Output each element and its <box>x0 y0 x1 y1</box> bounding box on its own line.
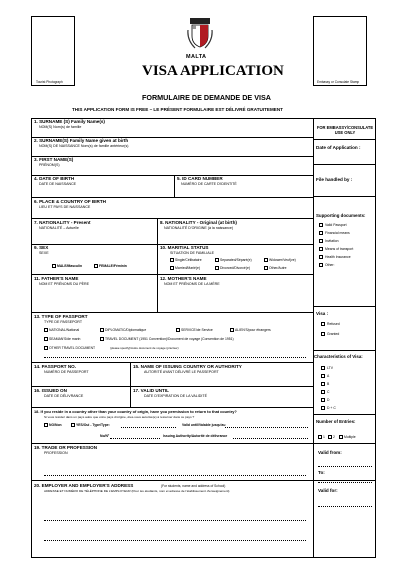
doc-financial-means-checkbox[interactable] <box>319 231 323 235</box>
field-12-sublabel: NOM ET PRÉNOMS DE LA MÈRE <box>164 282 220 286</box>
valid-from-line[interactable] <box>318 466 372 467</box>
field-6-sublabel: LIEU ET PAYS DE NAISSANCE <box>39 205 91 209</box>
marital-divorced-label: Divorced/Divorcé(e) <box>220 265 250 270</box>
passport-national-label: NATIONAL/National <box>49 327 80 332</box>
field-19-label: 19. TRADE OR PROFESSION <box>34 445 98 450</box>
malta-emblem-icon <box>187 18 213 50</box>
doc-invitation-label: Invitation <box>325 238 339 243</box>
field-5-sublabel: NUMÉRO DE CARTE D'IDENTITÉ <box>181 182 237 186</box>
field-17-label: 17. VALID UNTIL <box>133 388 169 393</box>
field-15-sublabel: AUTORITÉ AYANT DÉLIVRÉ LE PASSEPORT <box>144 370 219 374</box>
return-permission-no-label: NO/Non <box>49 422 62 427</box>
field-8-label: 8. NATIONALITY - Original (at birth) <box>160 220 237 225</box>
field-6-label: 6. PLACE & COUNTRY OF BIRTH <box>34 199 106 204</box>
field-17-sublabel: DATE D'EXPIRATION DE LA VALIDITÉ <box>144 394 207 398</box>
valid-from-label: Valid from: <box>318 450 342 455</box>
char-a-label: A <box>327 373 330 378</box>
doc-transport-label: Means of transport <box>325 246 354 251</box>
passport-diplomatic-label: DIPLOMATIC/Diplomatique <box>105 327 147 332</box>
visa-refused-checkbox[interactable] <box>321 322 325 326</box>
present-nationality-input[interactable] <box>34 232 154 242</box>
marital-married-checkbox[interactable] <box>170 266 174 270</box>
field-18-sublabel: Si vous résidez dans un pays autre que votre pays d'origine, êtes-vous autorisé(e) à retourner dans ce pays ? <box>44 415 195 419</box>
char-c-checkbox[interactable] <box>321 390 325 394</box>
date-of-application-label: Date of Application : <box>316 145 361 150</box>
field-20-label-note: (For students, name and address of School) <box>161 483 226 488</box>
doc-valid-passport-checkbox[interactable] <box>319 223 323 227</box>
visa-characteristics-label: Characteristics of Visa: <box>314 354 363 359</box>
employer-line-1[interactable] <box>44 520 306 521</box>
field-13-label: 13. TYPE OF PASSPORT <box>34 314 88 319</box>
passport-service-checkbox[interactable] <box>176 328 180 332</box>
field-20-sublabel: ADRESSE ET NUMÉRO DE TÉLÉPHONE DE L'EMPLOYEUR (Pour les étudiants, nom et adresse de l'établissement d'enseignement) <box>44 489 230 493</box>
passport-alien-label: ALIEN'S/pour étrangers <box>235 327 271 332</box>
id-card-input[interactable] <box>177 188 310 196</box>
visa-granted-checkbox[interactable] <box>321 332 325 336</box>
surname-input[interactable] <box>120 124 310 135</box>
free-notice: THIS APPLICATION FORM IS FREE – LE PRÉSENT FORMULAIRE EST DÉLIVRÉ GRATUITEMENT <box>72 107 283 112</box>
field-3-label: 3. FIRST NAME(S) <box>34 157 74 162</box>
doc-invitation-checkbox[interactable] <box>319 239 323 243</box>
entries-multiple-checkbox[interactable] <box>339 435 343 439</box>
char-b-checkbox[interactable] <box>321 382 325 386</box>
passport-other-line[interactable] <box>44 357 306 358</box>
passport-seaman-checkbox[interactable] <box>44 337 48 341</box>
char-ltv-label: LTV <box>327 365 333 370</box>
field-4-label: 4. DATE OF BIRTH <box>34 176 75 181</box>
permit-number-line[interactable] <box>110 438 160 439</box>
file-handled-by-label: File handled by : <box>316 177 353 182</box>
permit-number-label: No/N° <box>100 434 110 438</box>
passport-diplomatic-checkbox[interactable] <box>100 328 104 332</box>
field-7-sublabel: NATIONALITÉ – Actuelle <box>39 226 79 230</box>
field-12-label: 12. MOTHER'S NAME <box>160 276 207 281</box>
sex-female-checkbox[interactable] <box>94 264 98 268</box>
permit-issuing-authority-label: Issuing Authority/Autorité de délivrance <box>163 434 228 438</box>
return-permission-yes-checkbox[interactable] <box>71 423 75 427</box>
field-16-label: 16. ISSUED ON <box>34 388 67 393</box>
tourist-photograph-caption: Tourist Photograph <box>36 80 63 84</box>
embassy-stamp-caption: Embassy or Consulate Stamp <box>317 80 360 84</box>
field-20-label: 20. EMPLOYER AND EMPLOYER'S ADDRESS <box>34 483 134 488</box>
doc-other-checkbox[interactable] <box>319 263 323 267</box>
char-d-label: D <box>327 397 330 402</box>
entries-1-label: 1 <box>323 434 325 439</box>
permit-valid-until-label: Valid until/Valable jusqu'au <box>182 422 226 427</box>
page-title: VISA APPLICATION <box>142 63 284 79</box>
passport-other-note: (please specify)/Autre document de voyage (préciser) <box>110 346 179 350</box>
birth-surname-input[interactable] <box>170 143 310 154</box>
passport-travel-document-label: TRAVEL DOCUMENT (1951 Convention)/Document de voyage (Convention de 1951) <box>105 336 234 341</box>
field-10-sublabel: SITUATION DE FAMILIALE <box>170 251 215 255</box>
valid-to-line[interactable] <box>318 482 372 483</box>
valid-for-label: Valid for: <box>318 488 338 493</box>
marital-widower-checkbox[interactable] <box>264 258 268 262</box>
marital-widower-label: Widower/Veuf(ve) <box>269 257 296 262</box>
field-16-sublabel: DATE DE DÉLIVRANCE <box>44 394 84 398</box>
field-1-label: 1. SURNAME (S) Family Name(s) <box>34 119 105 124</box>
char-b-label: B <box>327 381 330 386</box>
place-of-birth-input[interactable] <box>34 210 310 217</box>
tourist-photograph-box <box>31 16 75 86</box>
passport-number-input[interactable] <box>34 376 127 385</box>
marital-other-checkbox[interactable] <box>264 266 268 270</box>
return-permission-yes-label: YES/Oui - Type/Type: <box>76 422 110 427</box>
country-name: MALTA <box>186 54 207 60</box>
char-d-checkbox[interactable] <box>321 398 325 402</box>
father-name-input[interactable] <box>34 289 154 309</box>
original-nationality-input[interactable] <box>160 232 310 242</box>
passport-travel-document-checkbox[interactable] <box>100 337 104 341</box>
visa-granted-label: Granted <box>327 331 340 336</box>
field-1-sublabel: NOM(S) Nom(s) de famille <box>39 125 82 129</box>
doc-health-insurance-label: Health Insurance <box>325 254 351 259</box>
field-7-label: 7. NATIONALITY - Present <box>34 220 91 225</box>
doc-transport-checkbox[interactable] <box>319 247 323 251</box>
valid-to-label: To: <box>318 470 325 475</box>
passport-seaman-label: SEAMAN'S/de marin <box>49 336 81 341</box>
char-d-plus-c-label: D + C <box>327 405 336 410</box>
field-11-label: 11. FATHER'S NAME <box>34 276 79 281</box>
marital-other-label: Other/Autre <box>269 265 287 270</box>
doc-health-insurance-checkbox[interactable] <box>319 255 323 259</box>
marital-divorced-checkbox[interactable] <box>215 266 219 270</box>
marital-married-label: Married/Marié(e) <box>175 265 201 270</box>
marital-separated-label: Separated/Séparé(e) <box>220 257 252 262</box>
field-9-label: 9. SEX <box>34 245 49 250</box>
entries-1-checkbox[interactable] <box>318 435 322 439</box>
visa-label: Visa : <box>316 311 329 316</box>
passport-other-label: OTHER TRAVEL DOCUMENT <box>49 345 96 350</box>
field-14-sublabel: NUMÉRO DE PASSEPORT <box>44 370 89 374</box>
first-name-input[interactable] <box>80 162 310 173</box>
field-9-sublabel: SEXE <box>39 251 49 255</box>
marital-single-checkbox[interactable] <box>170 258 174 262</box>
char-c-label: C <box>327 389 330 394</box>
field-10-label: 10. MARITIAL STATUS <box>160 245 209 250</box>
entries-2-checkbox[interactable] <box>328 435 332 439</box>
field-19-sublabel: PROFESSION <box>44 451 68 455</box>
sex-male-checkbox[interactable] <box>52 264 56 268</box>
number-of-entries-label: Number of Entries: <box>316 419 356 424</box>
field-5-label: 5. ID CARD NUMBER <box>177 176 223 181</box>
permit-type-line[interactable] <box>121 427 176 428</box>
return-permission-no-checkbox[interactable] <box>44 423 48 427</box>
entries-multiple-label: Multiple <box>344 434 356 439</box>
passport-alien-checkbox[interactable] <box>230 328 234 332</box>
field-13-sublabel: TYPE DE PASSEPORT <box>44 320 83 324</box>
field-8-sublabel: NATIONALITÉ D'ORIGINE (à la naissance) <box>164 226 234 230</box>
doc-financial-means-label: Financial means <box>325 230 350 235</box>
permit-issuing-authority-line[interactable] <box>233 438 308 439</box>
supporting-documents-label: Supporting documents: <box>316 213 366 218</box>
char-d-plus-c-checkbox[interactable] <box>321 406 325 410</box>
page-subtitle: FORMULAIRE DE DEMANDE DE VISA <box>142 93 271 102</box>
issuing-authority-input[interactable] <box>133 376 310 385</box>
passport-national-checkbox[interactable] <box>44 328 48 332</box>
field-2-label: 2. SURNAME(S) Family Name given at birth <box>34 138 129 143</box>
field-2-sublabel: NOM(S) DE NAISSANCE Nom(s) de famille antérieur(s) <box>39 144 129 148</box>
issued-on-input[interactable] <box>34 399 127 406</box>
field-18-label: 18. If you reside in a country other than your country of origin, have you permission to return to that country? <box>34 409 237 414</box>
visa-refused-label: Refused <box>327 321 340 326</box>
field-15-label: 15. NAME OF ISSUING COUNTRY OR AUTHORITY <box>133 364 242 369</box>
employer-line-2[interactable] <box>44 540 306 541</box>
char-a-checkbox[interactable] <box>321 374 325 378</box>
field-11-sublabel: NOM ET PRÉNOMS DU PÈRE <box>39 282 90 286</box>
char-ltv-checkbox[interactable] <box>321 366 325 370</box>
marital-single-label: Single/Célibataire <box>175 257 202 262</box>
sex-female-label: FEMALE/Féminin <box>99 263 127 268</box>
doc-valid-passport-label: Valid Passport <box>325 222 347 227</box>
sex-male-label: MALE/Masculin <box>57 263 83 268</box>
passport-other-checkbox[interactable] <box>44 346 48 350</box>
embassy-stamp-box <box>313 16 367 86</box>
entries-2-label: 2 <box>333 434 335 439</box>
date-of-birth-input[interactable] <box>34 188 171 196</box>
permit-valid-until-line[interactable] <box>225 427 308 428</box>
sidebar-divider <box>313 118 314 558</box>
field-3-sublabel: PRÉNOM(S) <box>39 163 60 167</box>
field-14-label: 14. PASSPORT NO. <box>34 364 77 369</box>
mother-name-input[interactable] <box>160 289 310 309</box>
valid-for-line[interactable] <box>318 506 372 507</box>
profession-line[interactable] <box>44 475 306 476</box>
passport-service-label: SERVICE/de Service <box>181 327 213 332</box>
valid-until-input[interactable] <box>133 399 310 406</box>
field-4-sublabel: DATE DE NAISSANCE <box>39 182 77 186</box>
marital-separated-checkbox[interactable] <box>215 258 219 262</box>
doc-other-label: Other: <box>325 262 335 267</box>
official-use-heading: FOR EMBASSY/CONSULATE USE ONLY <box>316 125 374 135</box>
